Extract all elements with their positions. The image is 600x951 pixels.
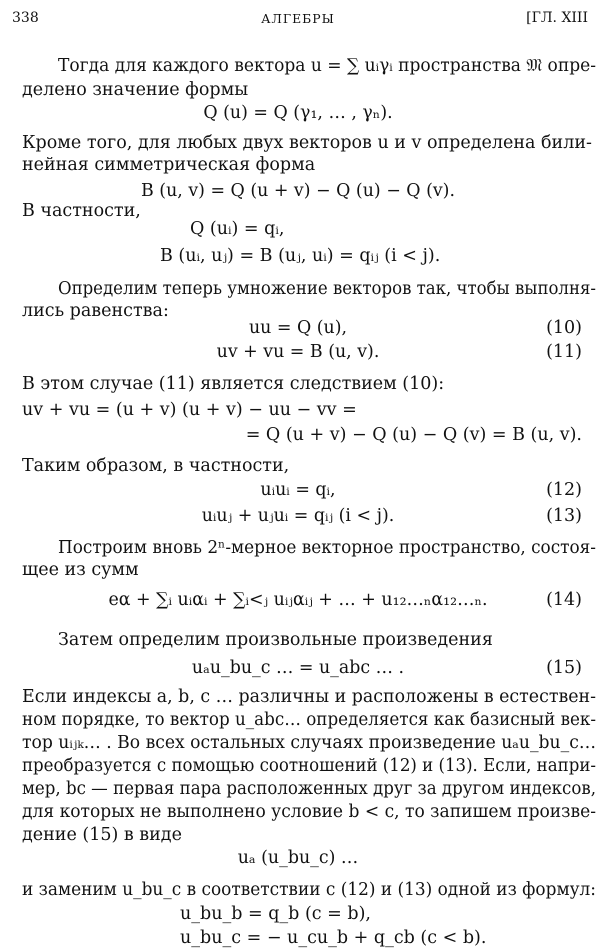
equation-number: (14) bbox=[546, 590, 582, 610]
text-line: для которых не выполнено условие b < c, то запишем произве- bbox=[22, 802, 596, 822]
text-line: Определим теперь умножение векторов так, чтобы выполня- bbox=[58, 279, 596, 299]
chapter-label: [ГЛ. XIII bbox=[526, 10, 588, 26]
text-line: В частности, bbox=[22, 201, 141, 221]
formula-line: eα + ∑ᵢ uᵢαᵢ + ∑ᵢ<ⱼ uᵢⱼαᵢⱼ + … + u₁₂…ₙα₁₂…ₙ. bbox=[108, 590, 488, 610]
text-line: щее из сумм bbox=[22, 560, 139, 580]
text-line: тор uᵢⱼₖ… . Во всех остальных случаях произведение uₐu_bu_c… bbox=[22, 733, 596, 753]
equation-number: (13) bbox=[546, 506, 582, 526]
equation-number: (15) bbox=[546, 658, 582, 678]
formula-line: = Q (u + v) − Q (u) − Q (v) = B (u, v). bbox=[245, 425, 582, 445]
formula-line: uu = Q (u), bbox=[248, 318, 348, 338]
equation-number: (12) bbox=[546, 480, 582, 500]
text-line: Если индексы a, b, c … различны и расположены в естествен- bbox=[22, 687, 596, 707]
formula-line: uₐ (u_bu_c) … bbox=[237, 848, 359, 868]
formula-line: u_bu_c = − u_cu_b + q_cb (c < b). bbox=[180, 928, 487, 948]
formula-line: uₐu_bu_c … = u_abc … . bbox=[191, 658, 405, 678]
equation-number: (10) bbox=[546, 318, 582, 338]
formula-line: uv + vu = B (u, v). bbox=[216, 342, 380, 362]
text-line: Затем определим произвольные произведения bbox=[58, 630, 493, 650]
text-line: Таким образом, в частности, bbox=[22, 456, 290, 476]
text-line: Тогда для каждого вектора u = ∑ uᵢγᵢ пространства 𝔐 опре- bbox=[58, 56, 596, 76]
text-line: нейная симметрическая форма bbox=[22, 155, 316, 175]
page-number: 338 bbox=[12, 10, 39, 26]
text-line: Построим вновь 2ⁿ-мерное векторное пространство, состоя- bbox=[58, 538, 596, 558]
formula-line: uᵢuᵢ = qᵢ, bbox=[260, 480, 336, 500]
equation-number: (11) bbox=[546, 342, 582, 362]
text-line: ном порядке, то вектор u_abc… определяется как базисный век- bbox=[22, 710, 596, 730]
formula-line: uᵢuⱼ + uⱼuᵢ = qᵢⱼ (i < j). bbox=[201, 506, 395, 526]
text-line: дение (15) в виде bbox=[22, 825, 182, 845]
formula-line: Q (uᵢ) = qᵢ, bbox=[190, 219, 285, 239]
formula-line: B (uᵢ, uⱼ) = B (uⱼ, uᵢ) = qᵢⱼ (i < j). bbox=[160, 246, 441, 266]
formula-line: B (u, v) = Q (u + v) − Q (u) − Q (v). bbox=[141, 181, 455, 201]
text-line: делено значение формы bbox=[22, 80, 249, 100]
formula-line: Q (u) = Q (γ₁, … , γₙ). bbox=[203, 103, 393, 123]
running-title: АЛГЕБРЫ bbox=[261, 11, 335, 26]
text-line: и заменим u_bu_c в соответствии с (12) и (13) одной из формул: bbox=[22, 880, 596, 900]
text-line: В этом случае (11) является следствием (10): bbox=[22, 374, 445, 394]
text-line: мер, bc — первая пара расположенных друг за другом индексов, bbox=[22, 779, 596, 799]
text-line: Кроме того, для любых двух векторов u и v определена били- bbox=[22, 133, 592, 153]
text-line: преобразуется с помощью соотношений (12) и (13). Если, напри- bbox=[22, 756, 596, 776]
formula-line: u_bu_b = q_b (c = b), bbox=[180, 904, 371, 924]
formula-line: uv + vu = (u + v) (u + v) − uu − vv = bbox=[22, 400, 357, 420]
text-line: лись равенства: bbox=[22, 301, 169, 321]
